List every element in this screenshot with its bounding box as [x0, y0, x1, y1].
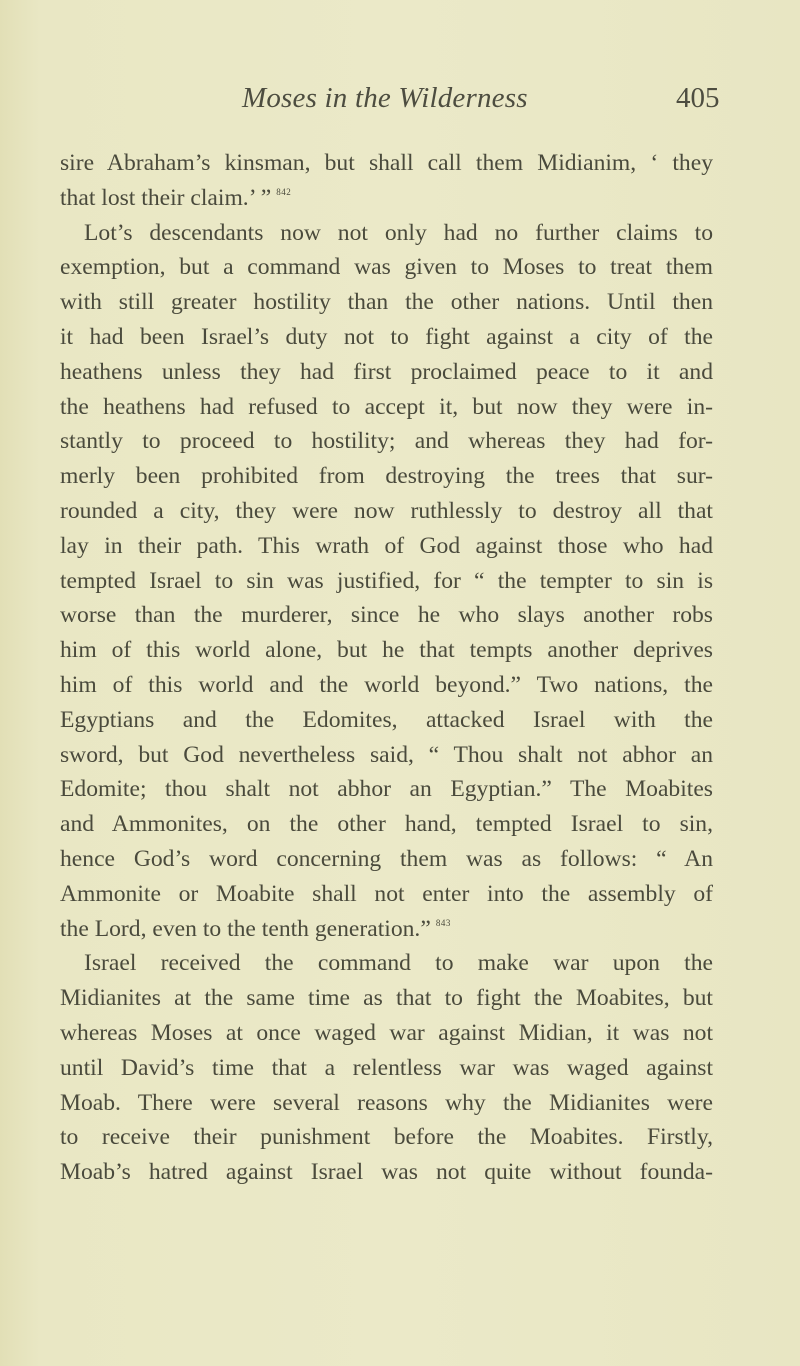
footnote-marker: 843: [435, 917, 451, 928]
text-line: hence God’s word concerning them was as follows: “ An: [60, 845, 713, 872]
text-line: him of this world and the world beyond.” Two nations, the: [60, 671, 713, 698]
paragraph-1: [60, 146, 713, 216]
text-line: whereas Moses at once waged war against Midian, it was not: [60, 1019, 713, 1046]
text-line: Moab. There were several reasons why the Midianites were: [60, 1089, 713, 1116]
text-line: Lot’s descendants now not only had no further claims to: [84, 219, 713, 246]
text-line: sire Abraham’s kinsman, but shall call them Midianim, ‘ they: [60, 150, 713, 176]
text-line: Egyptians and the Edomites, attacked Israel with the: [60, 706, 713, 733]
page-number: 405: [676, 82, 720, 114]
text-line: with still greater hostility than the other nations. Until then: [60, 289, 713, 316]
body-text: [60, 146, 713, 1190]
paragraph-2: [60, 216, 713, 947]
text-line: exemption, but a command was given to Moses to treat them: [60, 254, 713, 281]
text-line: heathens unless they had first proclaimed peace to it and: [60, 358, 713, 385]
text-line: tempted Israel to sin was justified, for “ the tempter to sin is: [60, 567, 713, 594]
text-line: and Ammonites, on the other hand, tempted Israel to sin,: [60, 811, 713, 838]
text-line: Ammonite or Moabite shall not enter into the assembly of: [60, 880, 713, 907]
text-line: to receive their punishment before the Moabites. Firstly,: [60, 1124, 713, 1151]
running-title: Moses in the Wilderness: [242, 82, 528, 114]
footnote-marker: 842: [276, 186, 292, 197]
paragraph-3: [60, 946, 713, 1190]
text-line: that lost their claim.’ ” $^{842}$: [60, 184, 292, 211]
running-head: [0, 82, 800, 122]
text-line: Israel received the command to make war upon the: [84, 950, 713, 977]
text-line: him of this world alone, but he that tempts another deprives: [60, 637, 713, 664]
text-line: stantly to proceed to hostility; and whereas they had for-: [60, 428, 713, 455]
text-line: Edomite; thou shalt not abhor an Egyptian.” The Moabites: [60, 776, 713, 803]
text-line: the Lord, even to the tenth generation.” $^{843}$: [60, 915, 451, 942]
text-line: rounded a city, they were now ruthlessly to destroy all that: [60, 497, 713, 524]
text-line: until David’s time that a relentless war was waged against: [60, 1054, 713, 1081]
text-line: lay in their path. This wrath of God against those who had: [60, 532, 713, 559]
text-line: Midianites at the same time as that to fight the Moabites, but: [60, 985, 713, 1012]
text-line: merly been prohibited from destroying the trees that sur-: [60, 463, 713, 490]
text-line: worse than the murderer, since he who slays another robs: [60, 602, 713, 629]
text-line: it had been Israel’s duty not to fight against a city of the: [60, 323, 713, 350]
text-line: Moab’s hatred against Israel was not quite without founda-: [60, 1159, 713, 1186]
text-line: the heathens had refused to accept it, but now they were in-: [60, 393, 713, 420]
text-line: sword, but God nevertheless said, “ Thou shalt not abhor an: [60, 741, 713, 768]
